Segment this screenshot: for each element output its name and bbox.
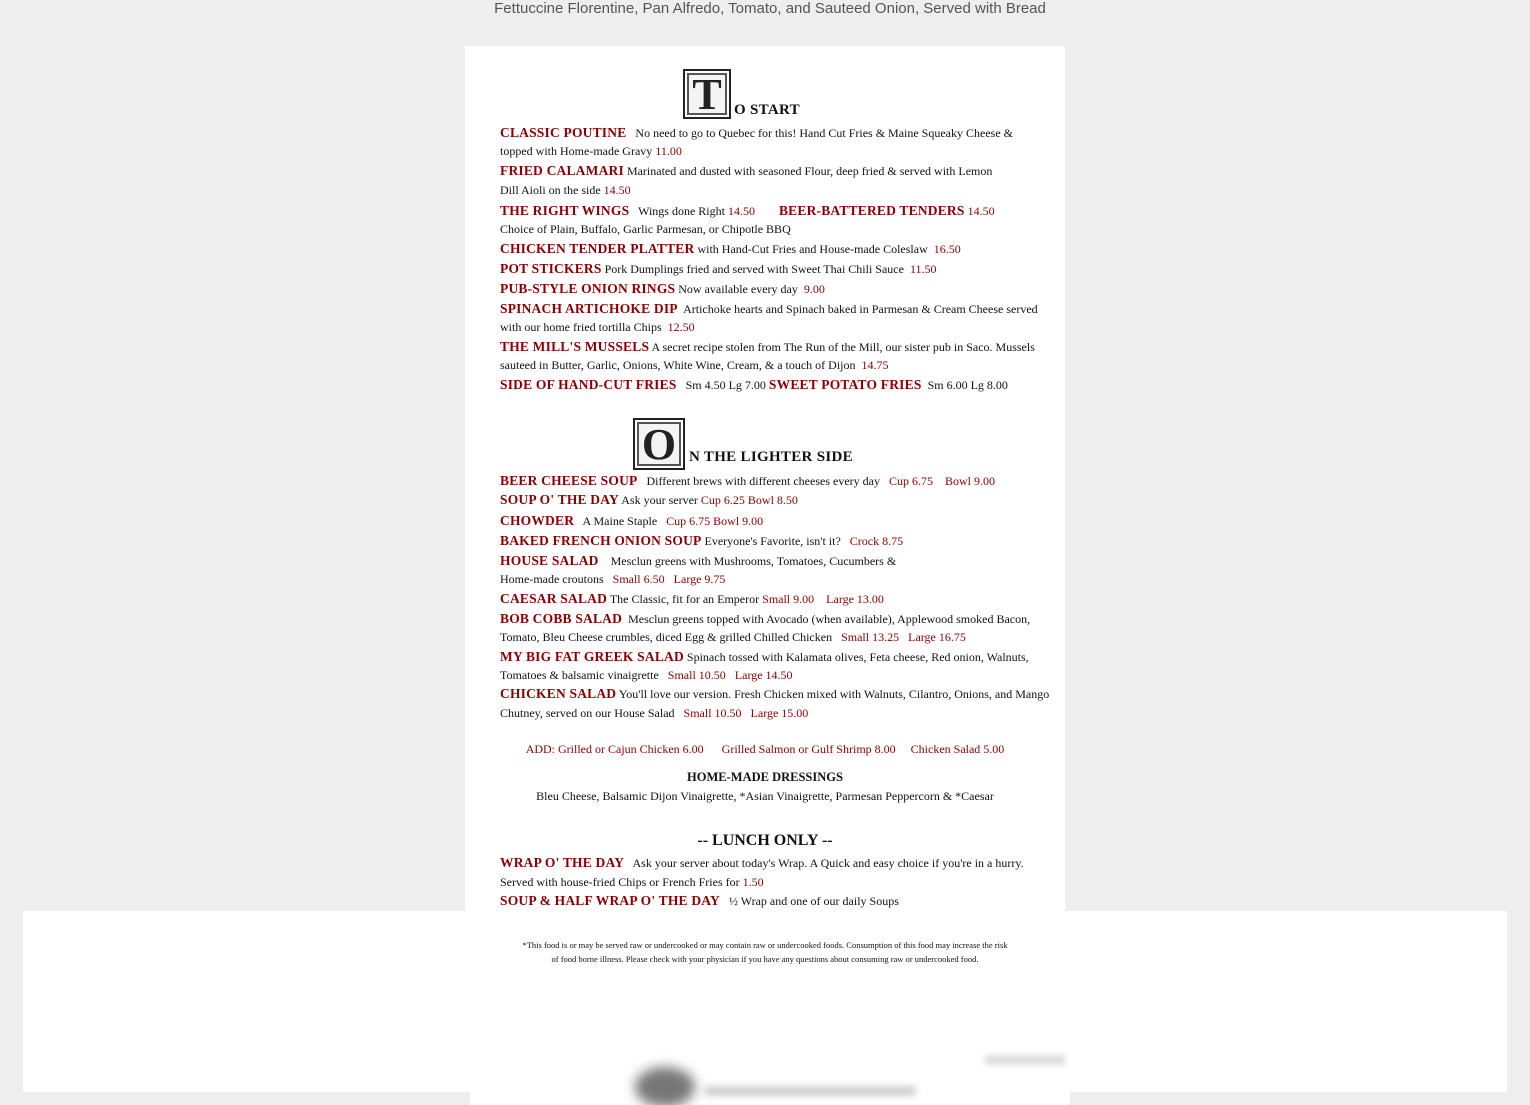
disclaimer-line-1: *This food is or may be served raw or undercooked or may contain raw or undercooked foods. Consumption of this food may increase the risk bbox=[522, 940, 1008, 950]
menu-item: SIDE OF HAND-CUT FRIES Sm 4.50 Lg 7.00 SWEET POTATO FRIES Sm 6.00 Lg 8.00 bbox=[500, 377, 1008, 392]
section-heading-to-start: O START bbox=[734, 102, 800, 118]
menu-item: CHICKEN TENDER PLATTER with Hand-Cut Fries and House-made Coleslaw 16.50 bbox=[500, 241, 961, 256]
menu-item: POT STICKERS Pork Dumplings fried and served with Sweet Thai Chili Sauce 11.50 bbox=[500, 261, 937, 276]
menu-item: HOUSE SALAD Mesclun greens with Mushrooms, Tomatoes, Cucumbers & bbox=[500, 553, 897, 568]
menu-item: CAESAR SALAD The Classic, fit for an Emperor Small 9.00 Large 13.00 bbox=[500, 591, 884, 606]
menu-item: BAKED FRENCH ONION SOUP Everyone's Favorite, isn't it? Crock 8.75 bbox=[500, 533, 904, 548]
menu-item: CLASSIC POUTINE No need to go to Quebec for this! Hand Cut Fries & Maine Squeaky Cheese & bbox=[500, 125, 1013, 140]
menu-item-cont: with our home fried tortilla Chips 12.50 bbox=[500, 320, 695, 334]
menu-item: MY BIG FAT GREEK SALAD Spinach tossed with Kalamata olives, Feta cheese, Red onion, Walnuts, bbox=[500, 649, 1029, 664]
menu-item: BOB COBB SALAD Mesclun greens topped with Avocado (when available), Applewood smoked Bacon, bbox=[500, 611, 1031, 626]
menu-item: THE MILL'S MUSSELS A secret recipe stolen from The Run of the Mill, our sister pub in Saco. Mussels bbox=[500, 339, 1035, 354]
dressings-list: Bleu Cheese, Balsamic Dijon Vinaigrette, *Asian Vinaigrette, Parmesan Peppercorn & *Caesar bbox=[536, 789, 994, 803]
menu-item-cont: Tomato, Bleu Cheese crumbles, diced Egg & grilled Chilled Chicken Small 13.25 Large 16.75 bbox=[500, 630, 966, 644]
menu-item: SPINACH ARTICHOKE DIP Artichoke hearts and Spinach baked in Parmesan & Cream Cheese served bbox=[500, 301, 1038, 316]
dropcap-o-icon: O bbox=[633, 418, 685, 470]
menu-item: PUB-STYLE ONION RINGS Now available every day 9.00 bbox=[500, 281, 825, 296]
menu-item: FRIED CALAMARI Marinated and dusted with seasoned Flour, deep fried & served with Lemon bbox=[500, 163, 993, 178]
food-safety-disclaimer bbox=[500, 938, 1030, 966]
blurred-heading bbox=[705, 1087, 915, 1095]
menu-item-cont: Choice of Plain, Buffalo, Garlic Parmesan, or Chipotle BBQ bbox=[500, 222, 791, 236]
menu-item-cont: Home-made croutons Small 6.50 Large 9.75 bbox=[500, 572, 726, 586]
blurred-dropcap-icon bbox=[635, 1067, 695, 1105]
menu-item-cont: Served with house-fried Chips or French Fries for 1.50 bbox=[500, 875, 764, 889]
menu-item: WRAP O' THE DAY Ask your server about today's Wrap. A Quick and easy choice if you're in a hurry. bbox=[500, 855, 1024, 870]
blurred-text bbox=[985, 1055, 1065, 1065]
menu-item: CHOWDER A Maine Staple Cup 6.75 Bowl 9.00 bbox=[500, 513, 764, 528]
previous-menu-caption: Fettuccine Florentine, Pan Alfredo, Tomato, and Sauteed Onion, Served with Bread bbox=[494, 0, 1046, 17]
menu-item-cont: Tomatoes & balsamic vinaigrette Small 10.50 Large 14.50 bbox=[500, 668, 793, 682]
dressings-heading: HOME-MADE DRESSINGS bbox=[687, 770, 843, 784]
menu-item: SOUP & HALF WRAP O' THE DAY ½ Wrap and one of our daily Soups bbox=[500, 893, 899, 908]
menu-item: BEER CHEESE SOUP Different brews with different cheeses every day Cup 6.75 Bowl 9.00 bbox=[500, 473, 995, 488]
menu-item: THE RIGHT WINGS Wings done Right 14.50 BEER-BATTERED TENDERS 14.50 bbox=[500, 203, 995, 218]
menu-item-cont: Dill Aioli on the side 14.50 bbox=[500, 183, 631, 197]
menu-item-cont: topped with Home-made Gravy 11.00 bbox=[500, 144, 682, 158]
disclaimer-line-2: of food borne illness. Please check with your physician if you have any questions about consuming raw or undercooked food. bbox=[551, 954, 979, 964]
next-menu-page-image[interactable] bbox=[470, 1045, 1070, 1105]
menu-page-image[interactable] bbox=[465, 46, 1065, 1034]
menu-item-cont: Chutney, served on our House Salad Small 10.50 Large 15.00 bbox=[500, 706, 809, 720]
menu-item-cont: sauteed in Butter, Garlic, Onions, White Wine, Cream, & a touch of Dijon 14.75 bbox=[500, 358, 889, 372]
salad-addons: ADD: Grilled or Cajun Chicken 6.00 Grilled Salmon or Gulf Shrimp 8.00 Chicken Salad 5.00 bbox=[525, 742, 1005, 756]
section-heading-lunch-only: -- LUNCH ONLY -- bbox=[697, 832, 833, 849]
section-heading-lighter-side: N THE LIGHTER SIDE bbox=[689, 449, 853, 465]
dropcap-t-icon: T bbox=[683, 69, 731, 119]
menu-item: SOUP O' THE DAY Ask your server Cup 6.25 Bowl 8.50 bbox=[500, 492, 798, 507]
menu-item: CHICKEN SALAD You'll love our version. Fresh Chicken mixed with Walnuts, Cilantro, Onions, and Mango bbox=[500, 686, 1050, 701]
